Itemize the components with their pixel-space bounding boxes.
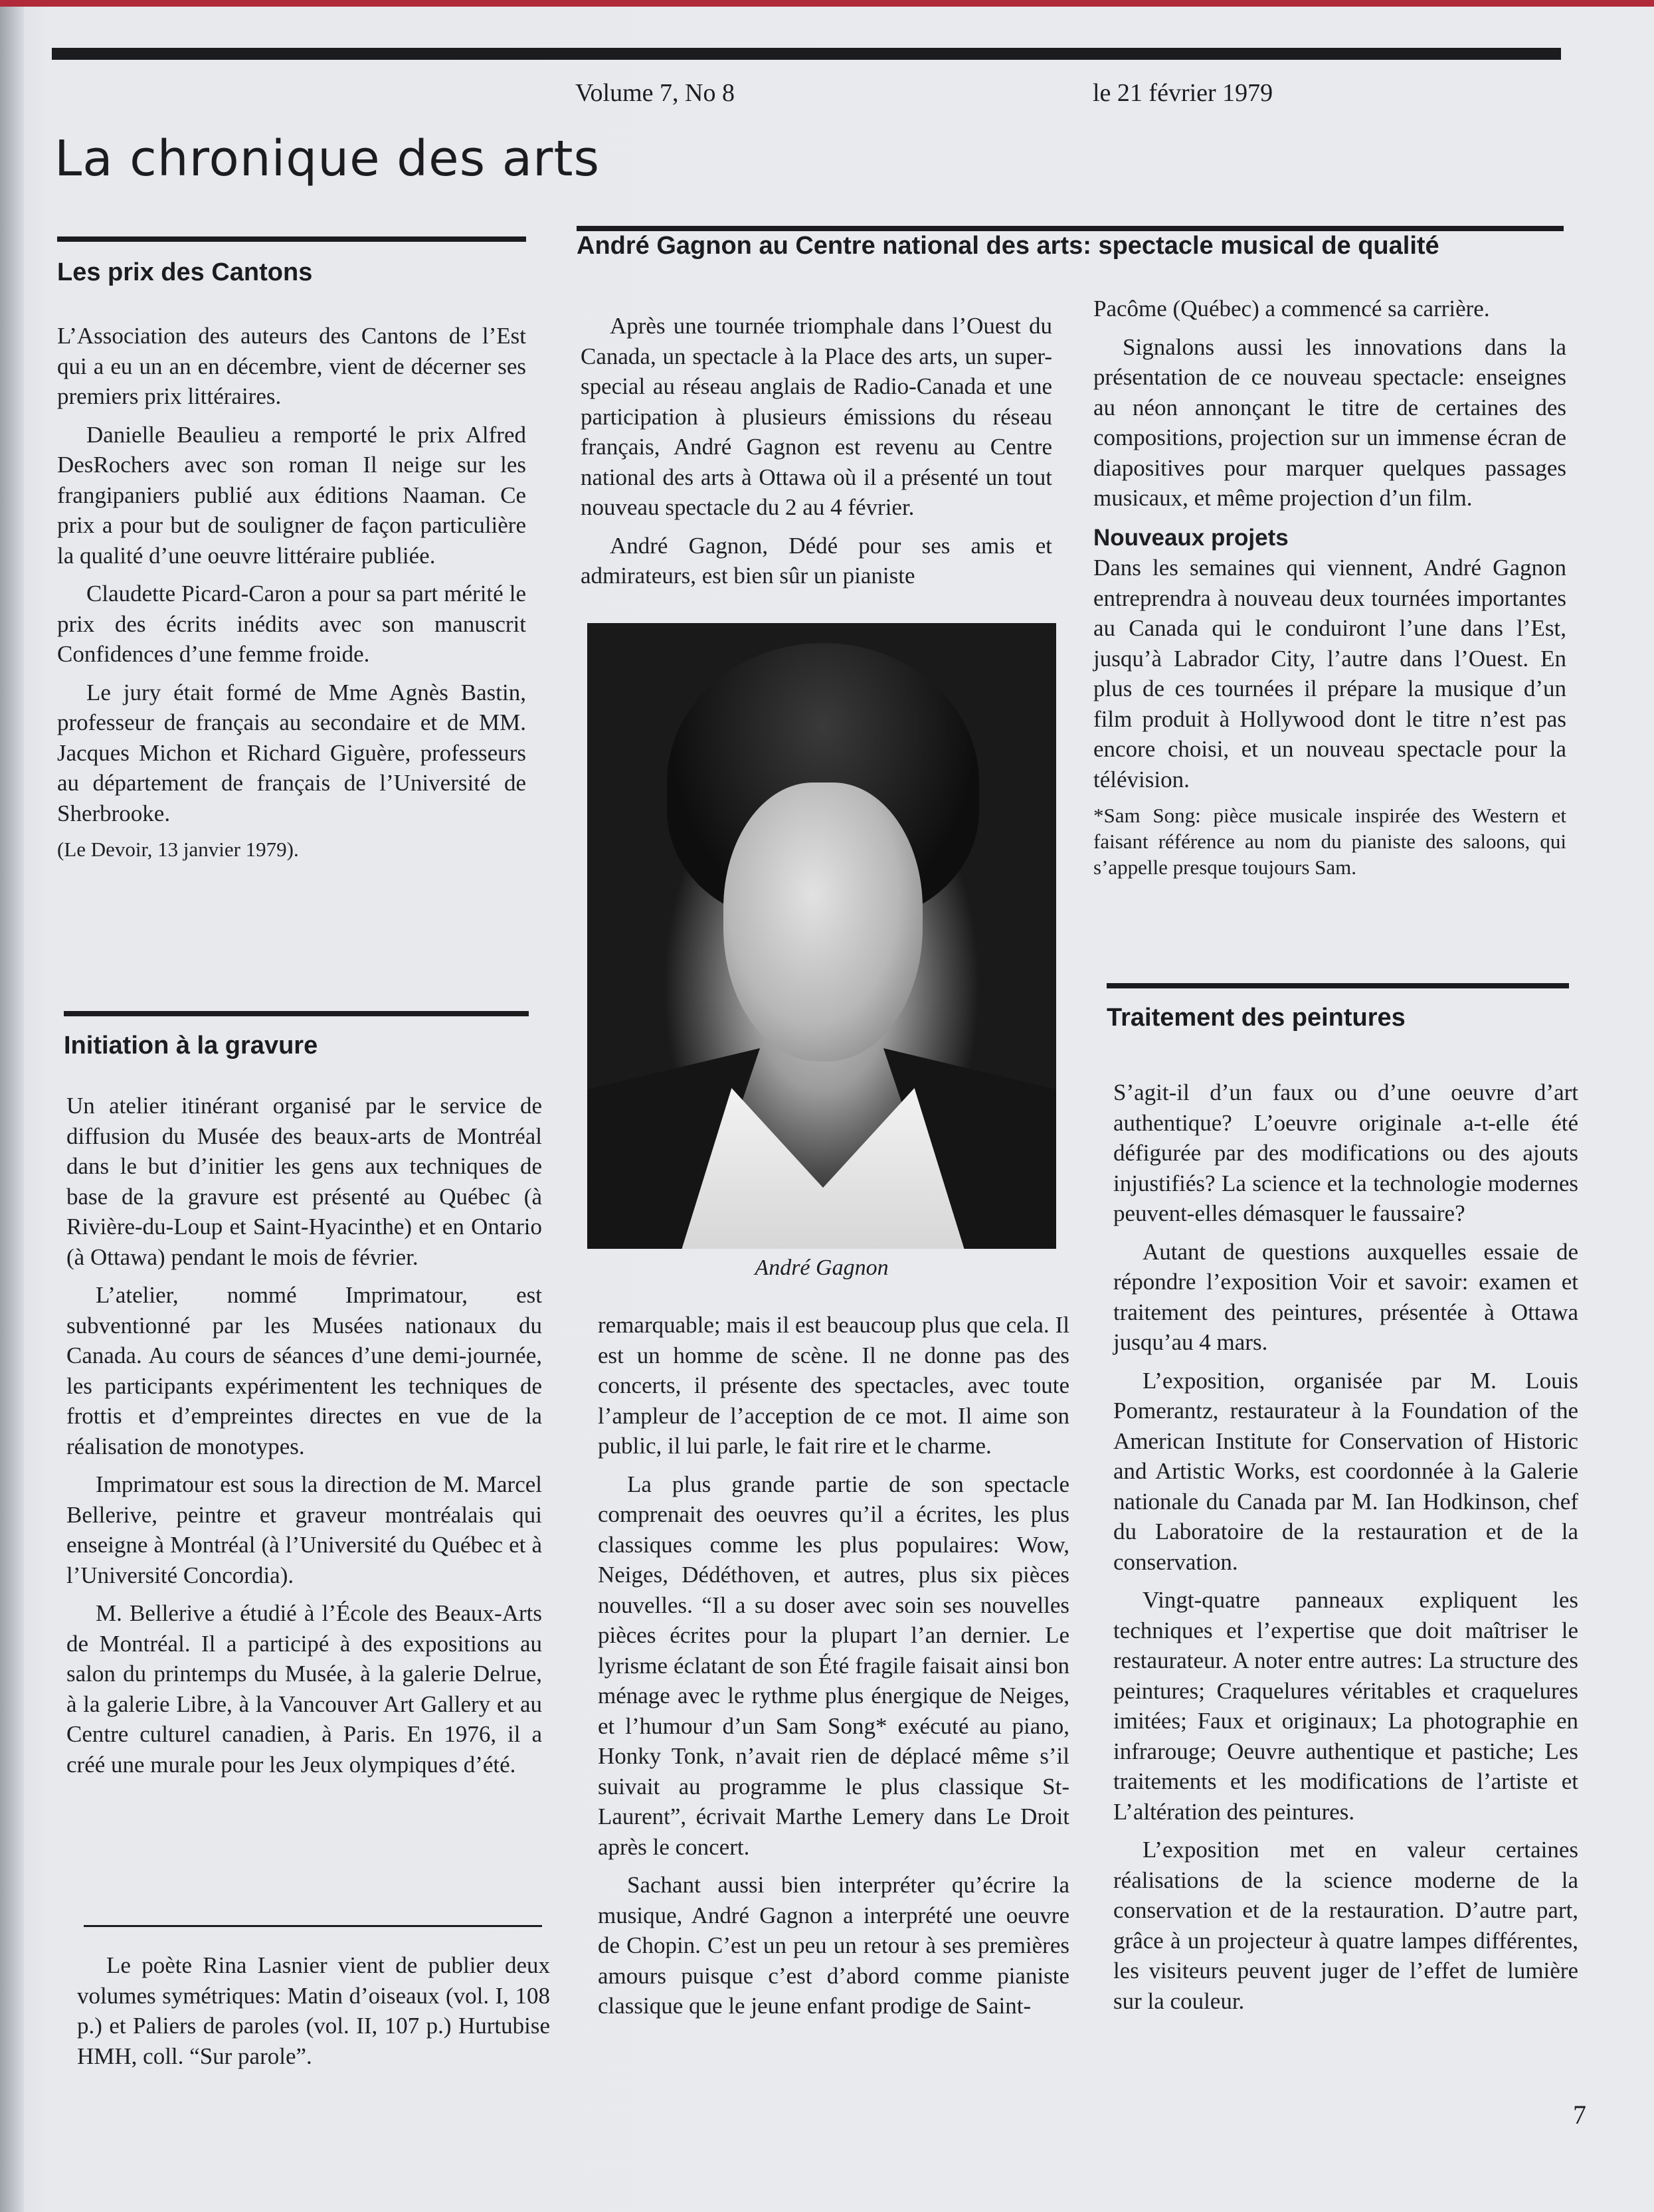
photo-caption: André Gagnon — [755, 1255, 889, 1280]
paragraph: L’Association des auteurs des Cantons de l’Est qui a eu un an en décembre, vient de décerner ses premiers prix littéraires. — [57, 323, 526, 409]
paragraph: Signalons aussi les innovations dans la présentation de ce nouveau spectacle: enseignes au néon annonçant le titre de certaines des compositions, projection sur un immense écran de diapositives pour marquer quelques passages musicaux, et même projection d’un film. — [1093, 333, 1566, 511]
paragraph: Imprimatour est sous la direction de M. Marcel Bellerive, peintre et graveur montréalais qui enseigne à Montréal (à l’Université du Québec et à l’Université Concordia). — [66, 1471, 542, 1588]
paragraph: L’atelier, nommé Imprimatour, est subventionné par les Musées nationaux du Canada. Au cours de séances d’une demi-journée, les participants expérimentent les techniques de frottis et d’empreintes directes en vue de la réalisation de monotypes. — [66, 1282, 542, 1459]
cover-edge — [0, 0, 1654, 7]
article-title-peintures: Traitement des peintures — [1107, 1004, 1406, 1032]
paragraph: L’exposition met en valeur certaines réalisations de la science moderne de la conservation et de la restauration. D’autre part, grâce à un projecteur à quatre lampes différentes, les visiteurs peuvent juger de l’effet de lumière sur la couleur. — [1113, 1837, 1578, 2014]
photo-face — [723, 783, 923, 1061]
binding-spine — [0, 7, 24, 2212]
column-rule — [577, 226, 1564, 231]
article-title-gagnon: André Gagnon au Centre national des arts: spectacle musical de qualité — [577, 232, 1439, 260]
article-rina-lasnier — [77, 1950, 550, 2079]
short-divider — [84, 1925, 542, 1927]
paragraph: Vingt-quatre panneaux expliquent les techniques et l’expertise que doit maîtriser le restaurateur. A noter entre autres: La structure des peintures; Craquelures véritables et craquelures imitées; Faux et originaux; La photographie en infrarouge; Oeuvre authentique et pastiche; Les traitements et les modifications de l’artiste et L’altération des peintures. — [1113, 1587, 1578, 1825]
issue-volume: Volume 7, No 8 — [575, 79, 735, 107]
section-title: La chronique des arts — [54, 130, 600, 187]
paragraph: Sachant aussi bien interpréter qu’écrire la musique, André Gagnon a interprété une oeuvre de Chopin. C’est un peu un retour à ses premières amours puisque c’est d’abord comme pianiste classique que le jeune enfant prodige de Saint- — [598, 1872, 1069, 2019]
paragraph: M. Bellerive a étudié à l’École des Beaux-Arts de Montréal. Il a participé à des expositions au salon du printemps du Musée, à la galerie Delrue, à la galerie Libre, à la Vancouver Art Gallery et au Centre culturel canadien, à Paris. En 1976, il a créé une murale pour les Jeux olympiques d’été. — [66, 1600, 542, 1778]
column-rule — [1107, 983, 1569, 988]
paragraph: L’exposition, organisée par M. Louis Pomerantz, restaurateur à la Foundation of the American Institute for Conservation of Historic and Artistic Works, est coordonnée à la Galerie nationale du Canada par M. Ian Hodkinson, chef du Laboratoire de la restauration et de la conservation. — [1113, 1367, 1578, 1575]
paragraph: Un atelier itinérant organisé par le service de diffusion du Musée des beaux-arts de Montréal dans le but d’initier les gens aux techniques de base de la gravure est présenté au Québec (à Rivière-du-Loup et Saint-Hyacinthe) et en Ontario (à Ottawa) pendant le mois de février. — [66, 1093, 542, 1270]
subheading-nouveaux-projets: Nouveaux projets — [1093, 524, 1289, 551]
article-gravure — [66, 1091, 542, 1788]
masthead-rule — [52, 48, 1561, 60]
article-title-prix-cantons: Les prix des Cantons — [57, 258, 313, 286]
gagnon-col-bottom — [598, 1310, 1069, 2029]
paragraph: La plus grande partie de son spectacle comprenait des oeuvres qu’il a écrites, les plus classiques comme les plus populaires: Wow, Neiges, Dédéthoven, et autres, plus six pièces nouvelles. “Il a su doser avec soin ses nouvelles pièces écrites pour la plupart l’an dernier. Le lyrisme éclatant de son Été fragile faisait ainsi bon ménage avec le rythme plus énergique de Neiges, et l’humour d’un Sam Song* exécuté au piano, Honky Tonk, n’avait rien de déplacé même s’il suivait au programme le plus classique St-Laurent”, écrivait Marthe Lemery dans Le Droit après le concert. — [598, 1471, 1069, 1860]
paragraph: Danielle Beaulieu a remporté le prix Alfred DesRochers avec son roman Il neige sur les frangipaniers publié aux éditions Naaman. Ce prix a pour but de souligner de façon particulière la qualité d’une oeuvre littéraire publiée. — [57, 421, 526, 569]
paragraph: Dans les semaines qui viennent, André Gagnon entreprendra à nouveau deux tournées importantes au Canada qui le conduiront l’une dans l’Est, jusqu’à Labrador City, l’autre dans l’Ouest. En plus de ces tournées il prépare la musique d’un film produit à Hollywood dont le titre n’est pas encore choisi, et un nouveau spectacle pour la télévision. — [1093, 555, 1566, 792]
photo-andre-gagnon — [587, 623, 1056, 1249]
paragraph: André Gagnon, Dédé pour ses amis et admirateurs, est bien sûr un pianiste — [581, 532, 1052, 589]
footnote-sam-song: *Sam Song: pièce musicale inspirée des Western et faisant référence au nom du pianiste des saloons, qui s’appelle presque toujours Sam. — [1093, 804, 1566, 879]
article-title-gravure: Initiation à la gravure — [64, 1032, 318, 1060]
paragraph: Claudette Picard-Caron a pour sa part mérité le prix des écrits inédits avec son manuscrit Confidences d’une femme froide. — [57, 581, 526, 667]
article-prix-cantons — [57, 321, 526, 870]
gagnon-col-right — [1093, 294, 1566, 888]
paragraph: Autant de questions auxquelles essaie de répondre l’exposition Voir et savoir: examen et traitement des peintures, présentée à Ottawa jusqu’au 4 mars. — [1113, 1238, 1578, 1355]
column-rule — [57, 236, 526, 242]
paragraph: Pacôme (Québec) a commencé sa carrière. — [1093, 296, 1490, 322]
gagnon-col-top — [581, 311, 1052, 599]
article-source: (Le Devoir, 13 janvier 1979). — [57, 838, 299, 861]
article-peintures — [1113, 1077, 1578, 2024]
paragraph: Le jury était formé de Mme Agnès Bastin, professeur de français au secondaire et de MM. Jacques Michon et Richard Giguère, professeurs au département de français de l’Université de Sherbrooke. — [57, 679, 526, 826]
paragraph: remarquable; mais il est beaucoup plus que cela. Il est un homme de scène. Il ne donne pas des concerts, il présente des spectacles, avec toute l’ampleur de l’acception de ce mot. Il aime son public, il lui parle, le fait rire et le charme. — [598, 1312, 1069, 1459]
paragraph: Après une tournée triomphale dans l’Ouest du Canada, un spectacle à la Place des arts, un super-special au réseau anglais de Radio-Canada et une participation à plusieurs émissions du réseau français, André Gagnon est revenu au Centre national des arts à Ottawa où il a présenté un tout nouveau spectacle du 2 au 4 février. — [581, 313, 1052, 520]
paragraph: Le poète Rina Lasnier vient de publier deux volumes symétriques: Matin d’oiseaux (vol. I, 108 p.) et Paliers de paroles (vol. II, 107 p.) Hurtubise HMH, coll. “Sur parole”. — [77, 1952, 550, 2069]
paragraph: S’agit-il d’un faux ou d’une oeuvre d’art authentique? L’oeuvre originale a-t-elle été défigurée par des modifications ou des ajouts injustifiés? La science et la technologie modernes peuvent-elles démasquer le faussaire? — [1113, 1079, 1578, 1226]
page-number: 7 — [1573, 2100, 1586, 2130]
column-rule — [64, 1011, 529, 1016]
issue-date: le 21 février 1979 — [1093, 79, 1273, 107]
